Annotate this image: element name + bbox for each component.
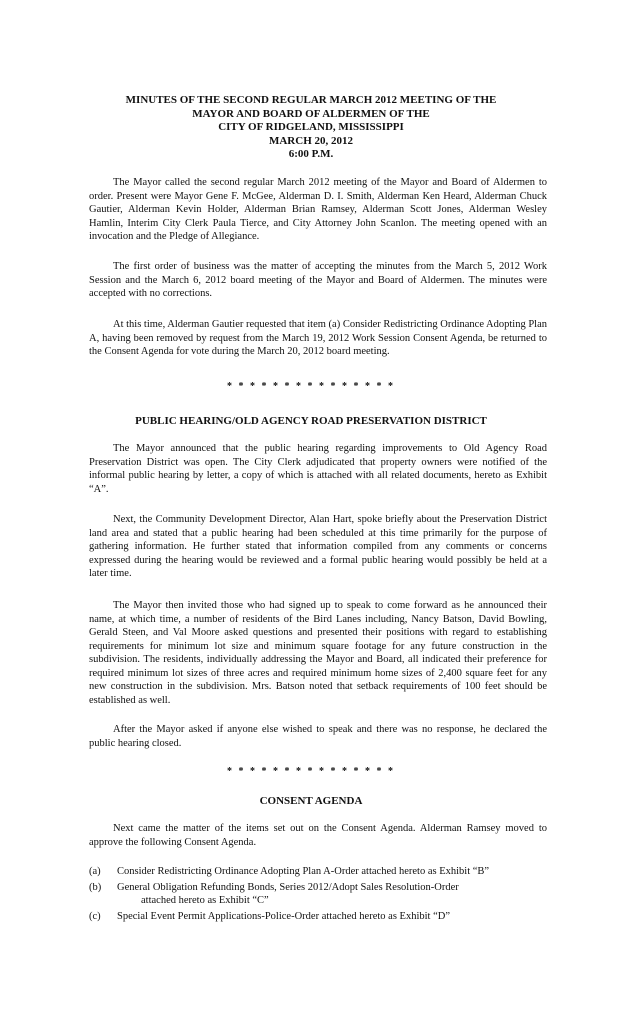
consent-item-label: (a) bbox=[89, 866, 101, 877]
consent-item-text: Consider Redistricting Ordinance Adopting Plan A-Order attached hereto as Exhibit “B” bbox=[117, 866, 490, 877]
consent-item-label: (b) bbox=[89, 882, 102, 893]
paragraph-consent-motion: Next came the matter of the items set out on the Consent Agenda. Alderman Ramsey moved to approve the following Consent Agenda. bbox=[89, 823, 547, 848]
title-line-2: MAYOR AND BOARD OF ALDERMEN OF THE bbox=[192, 107, 430, 120]
title-line-1: MINUTES OF THE SECOND REGULAR MARCH 2012 MEETING OF THE bbox=[125, 94, 497, 106]
paragraph-call-to-order: The Mayor called the second regular March 2012 meeting of the Mayor and Board of Aldermen to order. Present were Mayor Gene F. McGee, Alderman D. I. Smith, Alderman Ken Heard, Alderman Chuck Gautier, Alderman Kevin Holder, Alderman Brian Ramsey, Alderman Scott Jones, Alderman Wesley Hamlin, Interim City Clerk Paula Tierce, and City Attorney John Scanlon. The meeting opened with an invocation and the Pledge of Allegiance. bbox=[89, 177, 547, 242]
paragraph-hearing-opened: The Mayor announced that the public hearing regarding improvements to Old Agency Road Preservation District was open. The City Clerk adjudicated that property owners were notified of the informal public hearing by letter, a copy of which is attached with all related documents, hereto as Exhibit “A”. bbox=[89, 443, 547, 495]
consent-item-continuation: attached hereto as Exhibit “C” bbox=[141, 895, 269, 906]
heading-public-hearing: PUBLIC HEARING/OLD AGENCY ROAD PRESERVATION DISTRICT bbox=[135, 415, 487, 427]
consent-item-label: (c) bbox=[89, 911, 101, 922]
title-line-3: CITY OF RIDGELAND, MISSISSIPPI bbox=[218, 121, 404, 134]
title-line-5: 6:00 P.M. bbox=[288, 148, 334, 161]
paragraph-gautier-request: At this time, Alderman Gautier requested that item (a) Consider Redistricting Ordinance Adopting Plan A, having been removed by request from the March 19, 2012 Work Session Consent Agenda, be returned to the Consent Agenda for vote during the March 20, 2012 board meeting. bbox=[89, 319, 547, 357]
section-separator: * * * * * * * * * * * * * * * bbox=[227, 766, 395, 777]
paragraph-director-remarks: Next, the Community Development Director, Alan Hart, spoke briefly about the Preservation District land area and stated that a public hearing had been scheduled at this time primarily for the purpose of gathering information. He further stated that information compiled from any comments or concerns expressed during the hearing would be reviewed and a formal public hearing would possibly be held at a later time. bbox=[89, 514, 547, 579]
paragraph-minutes-approval: The first order of business was the matter of accepting the minutes from the March 5, 2012 Work Session and the March 6, 2012 board meeting of the Mayor and Board of Aldermen. The minutes were accepted with no corrections. bbox=[89, 261, 547, 299]
minutes-title bbox=[60, 94, 562, 162]
title-line-4: MARCH 20, 2012 bbox=[268, 134, 354, 147]
section-separator: * * * * * * * * * * * * * * * bbox=[227, 381, 395, 392]
consent-item-text: General Obligation Refunding Bonds, Series 2012/Adopt Sales Resolution-Order attached hereto as Exhibit “C” bbox=[117, 881, 547, 907]
heading-consent-agenda: CONSENT AGENDA bbox=[259, 795, 363, 807]
consent-item-text: Special Event Permit Applications-Police-Order attached hereto as Exhibit “D” bbox=[117, 911, 450, 922]
paragraph-hearing-closed: After the Mayor asked if anyone else wished to speak and there was no response, he declared the public hearing closed. bbox=[89, 724, 547, 749]
paragraph-residents-comments: The Mayor then invited those who had signed up to speak to come forward as he announced their name, at which time, a number of residents of the Bird Lanes including, Nancy Batson, David Bowling, Gerald Steen, and Val Moore asked questions and presented their positions with regard to establishing requirements for minimum lot size and minimum square footage for any future construction in the subdivision. The residents, individually addressing the Mayor and Board, all indicated their preference for required minimum lot sizes of three acres and required minimum home sizes of 2,400 square feet for any new construction in the subdivision. Mrs. Batson noted that setback requirements of 100 feet should be established as well. bbox=[89, 600, 547, 706]
